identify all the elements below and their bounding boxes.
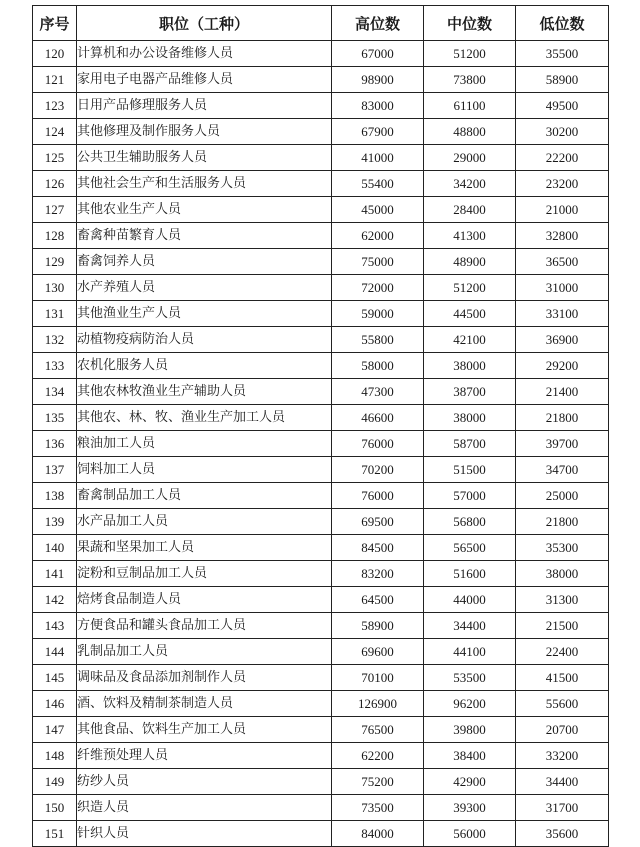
cell-mid: 44100	[424, 639, 516, 665]
cell-title: 纺纱人员	[77, 769, 332, 795]
cell-mid: 34400	[424, 613, 516, 639]
table-row	[33, 249, 609, 275]
table-row	[33, 327, 609, 353]
cell-seq: 144	[33, 639, 77, 665]
table-row	[33, 561, 609, 587]
cell-seq: 143	[33, 613, 77, 639]
cell-high: 76000	[332, 431, 424, 457]
cell-high: 72000	[332, 275, 424, 301]
cell-seq: 126	[33, 171, 77, 197]
cell-low: 21500	[516, 613, 609, 639]
cell-low: 35300	[516, 535, 609, 561]
cell-high: 58900	[332, 613, 424, 639]
cell-high: 98900	[332, 67, 424, 93]
cell-title: 方便食品和罐头食品加工人员	[77, 613, 332, 639]
table-row	[33, 483, 609, 509]
cell-seq: 138	[33, 483, 77, 509]
table-row	[33, 41, 609, 67]
table-row	[33, 795, 609, 821]
table-row	[33, 223, 609, 249]
cell-high: 45000	[332, 197, 424, 223]
cell-title: 焙烤食品制造人员	[77, 587, 332, 613]
cell-low: 30200	[516, 119, 609, 145]
cell-low: 49500	[516, 93, 609, 119]
cell-title: 调味品及食品添加剂制作人员	[77, 665, 332, 691]
cell-title: 家用电子电器产品维修人员	[77, 67, 332, 93]
header-high: 高位数	[332, 6, 424, 41]
cell-low: 58900	[516, 67, 609, 93]
cell-mid: 42100	[424, 327, 516, 353]
cell-mid: 38000	[424, 353, 516, 379]
cell-title: 公共卫生辅助服务人员	[77, 145, 332, 171]
table-row	[33, 379, 609, 405]
cell-high: 75200	[332, 769, 424, 795]
cell-low: 34400	[516, 769, 609, 795]
cell-title: 酒、饮料及精制茶制造人员	[77, 691, 332, 717]
cell-low: 33200	[516, 743, 609, 769]
cell-high: 47300	[332, 379, 424, 405]
cell-high: 69500	[332, 509, 424, 535]
cell-seq: 125	[33, 145, 77, 171]
cell-high: 59000	[332, 301, 424, 327]
cell-title: 其他渔业生产人员	[77, 301, 332, 327]
cell-seq: 150	[33, 795, 77, 821]
cell-seq: 129	[33, 249, 77, 275]
cell-mid: 48800	[424, 119, 516, 145]
table-row	[33, 535, 609, 561]
cell-title: 粮油加工人员	[77, 431, 332, 457]
cell-mid: 73800	[424, 67, 516, 93]
cell-high: 69600	[332, 639, 424, 665]
cell-high: 46600	[332, 405, 424, 431]
cell-title: 淀粉和豆制品加工人员	[77, 561, 332, 587]
header-seq: 序号	[33, 6, 77, 41]
table-row	[33, 691, 609, 717]
cell-high: 70100	[332, 665, 424, 691]
table-row	[33, 353, 609, 379]
cell-seq: 130	[33, 275, 77, 301]
cell-title: 其他社会生产和生活服务人员	[77, 171, 332, 197]
cell-high: 55800	[332, 327, 424, 353]
cell-low: 32800	[516, 223, 609, 249]
cell-low: 25000	[516, 483, 609, 509]
table-row	[33, 743, 609, 769]
cell-title: 计算机和办公设备维修人员	[77, 41, 332, 67]
cell-high: 67000	[332, 41, 424, 67]
table-row	[33, 197, 609, 223]
cell-mid: 51500	[424, 457, 516, 483]
cell-title: 织造人员	[77, 795, 332, 821]
cell-low: 35600	[516, 821, 609, 847]
cell-title: 水产品加工人员	[77, 509, 332, 535]
table-row	[33, 145, 609, 171]
table-row	[33, 93, 609, 119]
cell-title: 其他修理及制作服务人员	[77, 119, 332, 145]
cell-title: 其他农业生产人员	[77, 197, 332, 223]
cell-mid: 51200	[424, 275, 516, 301]
table-row	[33, 275, 609, 301]
cell-seq: 151	[33, 821, 77, 847]
cell-seq: 146	[33, 691, 77, 717]
table-row	[33, 431, 609, 457]
cell-seq: 132	[33, 327, 77, 353]
cell-low: 29200	[516, 353, 609, 379]
cell-low: 31700	[516, 795, 609, 821]
cell-mid: 42900	[424, 769, 516, 795]
cell-high: 76500	[332, 717, 424, 743]
cell-title: 果蔬和坚果加工人员	[77, 535, 332, 561]
cell-seq: 149	[33, 769, 77, 795]
table-row	[33, 457, 609, 483]
cell-seq: 148	[33, 743, 77, 769]
cell-low: 35500	[516, 41, 609, 67]
cell-mid: 38400	[424, 743, 516, 769]
cell-title: 饲料加工人员	[77, 457, 332, 483]
cell-low: 21400	[516, 379, 609, 405]
table-row	[33, 301, 609, 327]
cell-mid: 51200	[424, 41, 516, 67]
cell-title: 乳制品加工人员	[77, 639, 332, 665]
cell-low: 38000	[516, 561, 609, 587]
cell-seq: 127	[33, 197, 77, 223]
table-row	[33, 717, 609, 743]
cell-title: 农机化服务人员	[77, 353, 332, 379]
cell-seq: 139	[33, 509, 77, 535]
table-row	[33, 613, 609, 639]
cell-mid: 44000	[424, 587, 516, 613]
cell-mid: 48900	[424, 249, 516, 275]
cell-title: 动植物疫病防治人员	[77, 327, 332, 353]
cell-low: 39700	[516, 431, 609, 457]
table-row	[33, 405, 609, 431]
cell-low: 23200	[516, 171, 609, 197]
cell-title: 其他农、林、牧、渔业生产加工人员	[77, 405, 332, 431]
table-row	[33, 171, 609, 197]
table-row	[33, 821, 609, 847]
cell-title: 其他食品、饮料生产加工人员	[77, 717, 332, 743]
cell-seq: 140	[33, 535, 77, 561]
cell-low: 36500	[516, 249, 609, 275]
cell-mid: 96200	[424, 691, 516, 717]
cell-seq: 136	[33, 431, 77, 457]
cell-low: 21000	[516, 197, 609, 223]
cell-seq: 121	[33, 67, 77, 93]
table-row	[33, 119, 609, 145]
table-row	[33, 587, 609, 613]
header-mid: 中位数	[424, 6, 516, 41]
cell-title: 畜禽制品加工人员	[77, 483, 332, 509]
cell-high: 84500	[332, 535, 424, 561]
cell-high: 62200	[332, 743, 424, 769]
cell-high: 84000	[332, 821, 424, 847]
cell-mid: 38000	[424, 405, 516, 431]
cell-mid: 58700	[424, 431, 516, 457]
cell-mid: 61100	[424, 93, 516, 119]
table-row	[33, 769, 609, 795]
cell-high: 70200	[332, 457, 424, 483]
header-low: 低位数	[516, 6, 609, 41]
cell-mid: 34200	[424, 171, 516, 197]
cell-seq: 124	[33, 119, 77, 145]
table-body	[33, 41, 609, 847]
cell-high: 58000	[332, 353, 424, 379]
cell-seq: 133	[33, 353, 77, 379]
cell-mid: 53500	[424, 665, 516, 691]
cell-seq: 147	[33, 717, 77, 743]
cell-low: 20700	[516, 717, 609, 743]
header-row	[33, 6, 609, 41]
table-row	[33, 67, 609, 93]
cell-mid: 56800	[424, 509, 516, 535]
cell-low: 22400	[516, 639, 609, 665]
cell-mid: 38700	[424, 379, 516, 405]
cell-low: 21800	[516, 405, 609, 431]
cell-low: 55600	[516, 691, 609, 717]
cell-low: 22200	[516, 145, 609, 171]
cell-mid: 41300	[424, 223, 516, 249]
cell-seq: 134	[33, 379, 77, 405]
cell-mid: 29000	[424, 145, 516, 171]
cell-low: 33100	[516, 301, 609, 327]
cell-seq: 123	[33, 93, 77, 119]
cell-high: 41000	[332, 145, 424, 171]
cell-high: 55400	[332, 171, 424, 197]
cell-high: 62000	[332, 223, 424, 249]
table-row	[33, 509, 609, 535]
cell-seq: 120	[33, 41, 77, 67]
cell-mid: 39800	[424, 717, 516, 743]
cell-high: 83200	[332, 561, 424, 587]
cell-high: 83000	[332, 93, 424, 119]
cell-low: 21800	[516, 509, 609, 535]
cell-mid: 51600	[424, 561, 516, 587]
cell-low: 41500	[516, 665, 609, 691]
cell-low: 31000	[516, 275, 609, 301]
cell-high: 64500	[332, 587, 424, 613]
table-row	[33, 639, 609, 665]
cell-seq: 131	[33, 301, 77, 327]
cell-mid: 57000	[424, 483, 516, 509]
cell-high: 126900	[332, 691, 424, 717]
cell-mid: 44500	[424, 301, 516, 327]
cell-low: 34700	[516, 457, 609, 483]
cell-low: 31300	[516, 587, 609, 613]
cell-title: 畜禽种苗繁育人员	[77, 223, 332, 249]
cell-title: 其他农林牧渔业生产辅助人员	[77, 379, 332, 405]
cell-low: 36900	[516, 327, 609, 353]
cell-seq: 135	[33, 405, 77, 431]
cell-title: 针织人员	[77, 821, 332, 847]
header-title: 职位（工种）	[77, 6, 332, 41]
cell-title: 水产养殖人员	[77, 275, 332, 301]
cell-mid: 56000	[424, 821, 516, 847]
cell-title: 畜禽饲养人员	[77, 249, 332, 275]
cell-title: 纤维预处理人员	[77, 743, 332, 769]
cell-mid: 28400	[424, 197, 516, 223]
cell-seq: 142	[33, 587, 77, 613]
table-row	[33, 665, 609, 691]
cell-high: 67900	[332, 119, 424, 145]
cell-high: 73500	[332, 795, 424, 821]
cell-seq: 141	[33, 561, 77, 587]
cell-mid: 56500	[424, 535, 516, 561]
cell-seq: 137	[33, 457, 77, 483]
cell-seq: 128	[33, 223, 77, 249]
cell-seq: 145	[33, 665, 77, 691]
wage-table	[32, 5, 609, 847]
cell-mid: 39300	[424, 795, 516, 821]
cell-title: 日用产品修理服务人员	[77, 93, 332, 119]
cell-high: 76000	[332, 483, 424, 509]
cell-high: 75000	[332, 249, 424, 275]
